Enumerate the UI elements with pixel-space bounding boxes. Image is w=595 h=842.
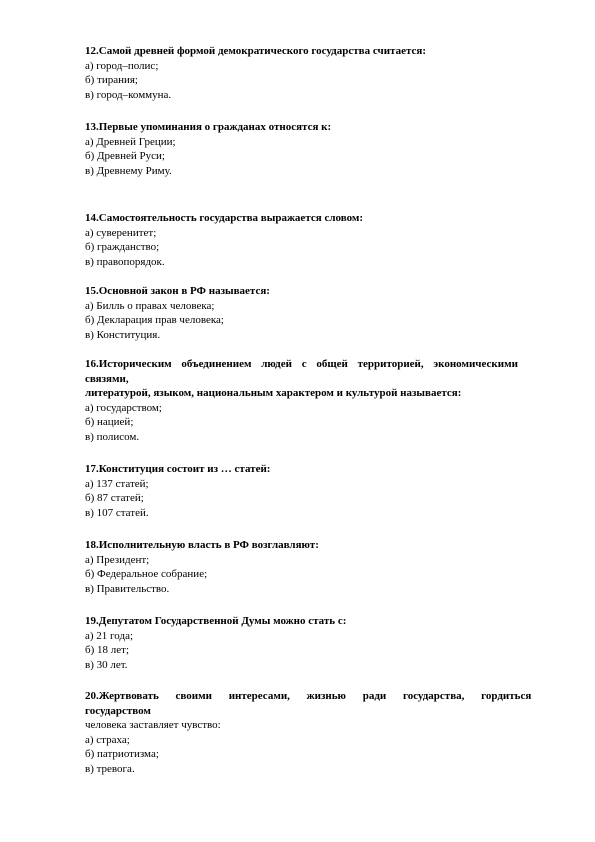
answer-option: а) страха; bbox=[85, 733, 130, 746]
question-15 bbox=[85, 284, 270, 342]
answer-option: в) город–коммуна. bbox=[85, 88, 172, 101]
answer-option: б) Декларация прав человека; bbox=[85, 314, 224, 327]
question-title-line: человека заставляет чувство: bbox=[85, 719, 221, 732]
answer-option: б) 87 статей; bbox=[85, 492, 144, 505]
answer-option: б) 18 лет; bbox=[85, 644, 129, 657]
question-19 bbox=[85, 614, 346, 672]
question-title: 15.Основной закон в РФ называется: bbox=[85, 285, 270, 297]
question-title: 18.Исполнительную власть в РФ возглавляют: bbox=[85, 539, 319, 551]
question-14 bbox=[85, 211, 363, 269]
answer-option: в) 107 статей. bbox=[85, 506, 149, 519]
question-title-text: 16.Историческим объединением людей с общей территорией, экономическими связями, bbox=[85, 358, 518, 385]
answer-option: б) нацией; bbox=[85, 416, 134, 429]
answer-option: в) Правительство. bbox=[85, 582, 170, 595]
question-title-line: литературой, языком, национальным характером и культурой называется: bbox=[85, 387, 462, 400]
question-title: 14.Самостоятельность государства выражается словом: bbox=[85, 212, 364, 224]
question-17 bbox=[85, 462, 270, 520]
answer-option: б) Древней Руси; bbox=[85, 150, 165, 163]
answer-option: а) 137 статей; bbox=[85, 477, 149, 490]
question-title: 17.Конституция состоит из … статей: bbox=[85, 463, 271, 475]
answer-option: в) 30 лет. bbox=[85, 658, 128, 671]
answer-option: а) государством; bbox=[85, 401, 162, 414]
question-20 bbox=[85, 689, 553, 777]
question-title-text: 20.Жертвовать своими интересами, жизнью ради государства, гордиться государством bbox=[85, 690, 532, 717]
answer-option: а) Древней Греции; bbox=[85, 135, 176, 148]
answer-option: а) Билль о правах человека; bbox=[85, 299, 215, 312]
answer-option: б) Федеральное собрание; bbox=[85, 568, 208, 581]
answer-option: б) тирания; bbox=[85, 74, 138, 87]
answer-option: в) полисом. bbox=[85, 430, 140, 443]
answer-option: б) гражданство; bbox=[85, 241, 160, 254]
question-16 bbox=[85, 357, 553, 445]
answer-option: а) город–полис; bbox=[85, 59, 159, 72]
answer-option: а) суверенитет; bbox=[85, 226, 157, 239]
answer-option: а) Президент; bbox=[85, 553, 150, 566]
question-title-line bbox=[85, 357, 553, 386]
answer-option: в) Древнему Риму. bbox=[85, 164, 172, 177]
answer-option: в) правопорядок. bbox=[85, 255, 165, 268]
question-title: 19.Депутатом Государственной Думы можно стать с: bbox=[85, 615, 347, 627]
question-18 bbox=[85, 538, 319, 596]
question-title: 13.Первые упоминания о гражданах относятся к: bbox=[85, 121, 332, 133]
question-12 bbox=[85, 44, 426, 102]
answer-option: в) тревога. bbox=[85, 762, 135, 775]
answer-option: в) Конституция. bbox=[85, 328, 161, 341]
question-13 bbox=[85, 120, 331, 178]
answer-option: а) 21 года; bbox=[85, 629, 134, 642]
answer-option: б) патриотизма; bbox=[85, 748, 159, 761]
question-title: 12.Самой древней формой демократического государства считается: bbox=[85, 45, 426, 57]
question-title-line bbox=[85, 689, 553, 718]
